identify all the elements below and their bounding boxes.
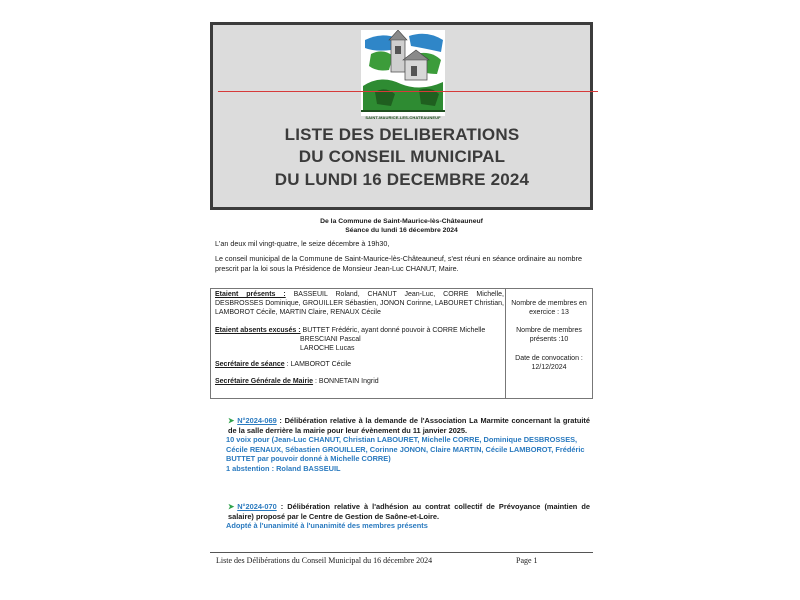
attendance-box bbox=[210, 288, 593, 399]
deliberation-069-vote: 10 voix pour (Jean-Luc CHANUT, Christian LABOURET, Michelle CORRE, Dominique DESBROSSES, Cécile RENAUX, Sébastien GROUILLER, Corinne JONON, Claire MARTIN, Cécile LAMBOROT, Frédéric BUTTET par pouvoir donné à Michelle CORRE) bbox=[226, 435, 585, 464]
absent-label: Etaient absents excusés : bbox=[215, 327, 301, 334]
secretaire-block bbox=[215, 360, 504, 369]
absent-block bbox=[215, 326, 504, 353]
page-title-line-3: DU LUNDI 16 DECEMBRE 2024 bbox=[274, 170, 530, 189]
date-convocation-value: 12/12/2024 bbox=[531, 364, 567, 371]
secretaire-text: : LAMBOROT Cécile bbox=[286, 361, 352, 368]
date-convocation-label: Date de convocation : bbox=[515, 355, 583, 362]
members-presents: Nombre de membres présents :10 bbox=[516, 327, 582, 343]
attendance-right bbox=[507, 289, 591, 372]
absent-line-2: BRESCIANI Pascal bbox=[300, 336, 361, 343]
date-text: L'an deux mil vingt-quatre, le seize décembre à 19h30, bbox=[215, 239, 390, 248]
footer-title: Liste des Délibérations du Conseil Municipal du 16 décembre 2024 bbox=[216, 556, 433, 565]
page-title-line-1: LISTE DES DELIBERATIONS bbox=[284, 125, 520, 144]
absent-line-3: LAROCHE Lucas bbox=[300, 345, 355, 352]
present-label: Etaient présents : bbox=[215, 291, 286, 298]
deliberation-070-number: N°2024-070 bbox=[237, 502, 277, 511]
attendance-divider bbox=[505, 289, 506, 398]
secretaire-gen-text: : BONNETAIN Ingrid bbox=[315, 378, 379, 385]
attendance-left bbox=[215, 289, 504, 386]
deliberation-069-number: N°2024-069 bbox=[237, 416, 277, 425]
deliberation-069-abstention: 1 abstention : Roland BASSEUIL bbox=[226, 463, 341, 473]
deliberation-069-title bbox=[228, 416, 590, 435]
members-exercice: Nombre de membres en exercice : 13 bbox=[511, 300, 587, 316]
secretaire-label: Secrétaire de séance bbox=[215, 361, 285, 368]
absent-line-1: BUTTET Frédéric, ayant donné pouvoir à CORRE Michelle bbox=[302, 327, 486, 334]
commune-line: De la Commune de Saint-Maurice-lès-Châteauneuf bbox=[320, 218, 483, 225]
page-title-line-2: DU CONSEIL MUNICIPAL bbox=[298, 147, 506, 166]
present-block bbox=[215, 290, 504, 317]
commune-logo bbox=[361, 30, 445, 116]
present-text: BASSEUIL Roland, CHANUT Jean-Luc, CORRE Michelle, DESBROSSES Dominique, GROUILLER Sébastien, JONON Corinne, LABOURET Christian, LAMBOROT Cécile, MARTIN Claire, RENAUX Cécile bbox=[215, 291, 504, 316]
deliberation-070-title bbox=[228, 502, 590, 521]
seance-line: Séance du lundi 16 décembre 2024 bbox=[345, 227, 458, 234]
secretaire-gen-label: Secrétaire Générale de Mairie bbox=[215, 378, 314, 385]
convocation-text: Le conseil municipal de la Commune de Saint-Maurice-lès-Châteauneuf, s'est réuni en séance ordinaire au nombre prescrit par la loi sous la Présidence de Monsieur Jean-Luc CHANUT, Maire. bbox=[215, 254, 582, 273]
footer-divider bbox=[210, 552, 593, 553]
deliberation-069-text: : Délibération relative à la demande de l'Association La Marmite concernant la gratuité de la salle derrière la mairie pour leur évènement du 11 janvier 2025. bbox=[228, 416, 590, 435]
arrow-bullet-icon: ➤ bbox=[228, 502, 235, 511]
red-line bbox=[218, 91, 598, 92]
arrow-bullet-icon: ➤ bbox=[228, 416, 235, 425]
deliberation-070 bbox=[228, 502, 590, 531]
deliberation-070-text: : Délibération relative à l'adhésion au contrat collectif de Prévoyance (maintien de salaire) proposé par le Centre de Gestion de Saône-et-Loire. bbox=[228, 502, 590, 521]
page-number: Page 1 bbox=[516, 556, 538, 565]
deliberation-070-vote: Adopté à l'unanimité à l'unanimité des membres présents bbox=[226, 521, 428, 531]
secretaire-gen-block bbox=[215, 377, 504, 386]
deliberation-069 bbox=[228, 416, 590, 474]
logo-caption: SAINT-MAURICE-LES-CHATEAUNEUF bbox=[365, 115, 441, 120]
